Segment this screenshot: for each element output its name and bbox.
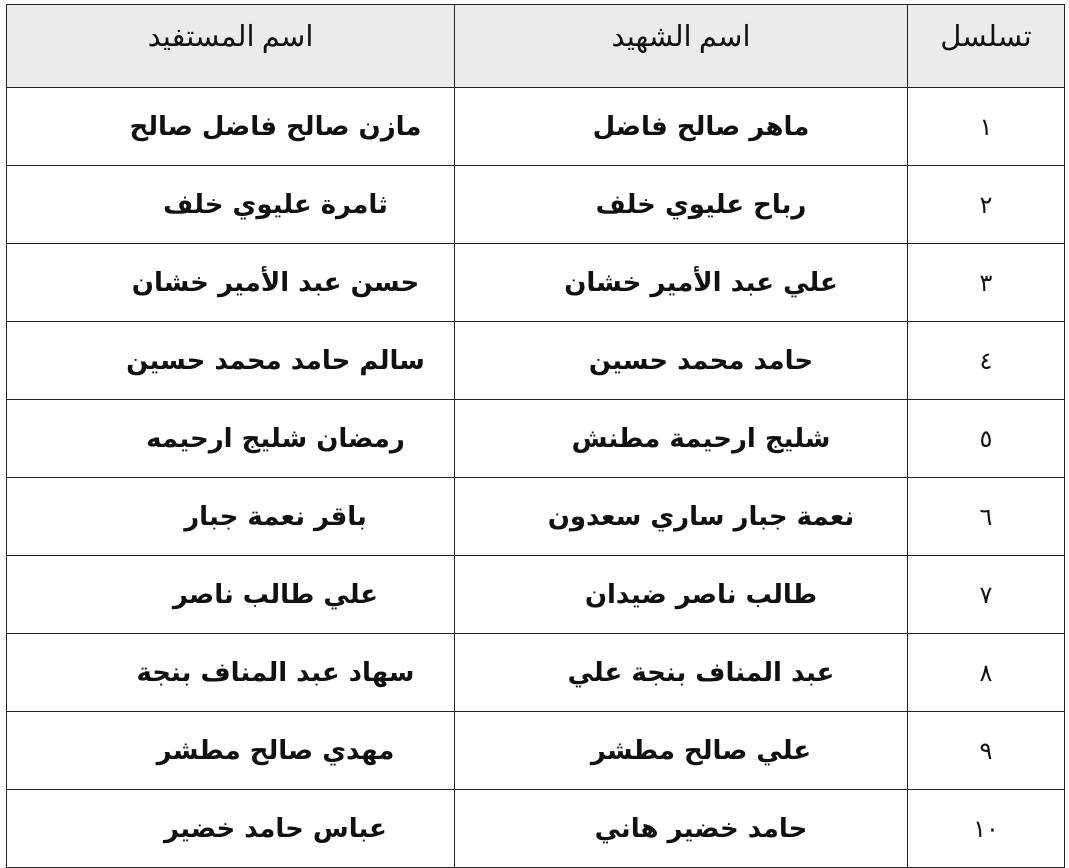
sequence-cell: ٦: [908, 478, 1065, 556]
martyr-name-cell: علي صالح مطشر: [455, 712, 908, 790]
table-container: [6, 4, 1064, 868]
table-row: [7, 322, 1065, 400]
martyr-name-cell: ماهر صالح فاضل: [455, 88, 908, 166]
beneficiary-name-cell: مازن صالح فاضل صالح: [7, 88, 455, 166]
sequence-cell: ٢: [908, 166, 1065, 244]
sequence-cell: ١٠: [908, 790, 1065, 868]
beneficiary-name-cell: سهاد عبد المناف بنجة: [7, 634, 455, 712]
martyr-name-cell: شليج ارحيمة مطنش: [455, 400, 908, 478]
table-row: [7, 790, 1065, 868]
table-row: [7, 556, 1065, 634]
table-row: [7, 244, 1065, 322]
martyr-name-cell: طالب ناصر ضيدان: [455, 556, 908, 634]
table-row: [7, 166, 1065, 244]
table-row: [7, 478, 1065, 556]
martyr-name-cell: حامد خضير هاني: [455, 790, 908, 868]
sequence-cell: ٧: [908, 556, 1065, 634]
sequence-cell: ٣: [908, 244, 1065, 322]
beneficiary-name-cell: رمضان شليج ارحيمه: [7, 400, 455, 478]
names-table: [6, 4, 1065, 868]
martyr-name-cell: عبد المناف بنجة علي: [455, 634, 908, 712]
sequence-cell: ٩: [908, 712, 1065, 790]
beneficiary-name-cell: ثامرة عليوي خلف: [7, 166, 455, 244]
sequence-cell: ٤: [908, 322, 1065, 400]
header-beneficiary-name: اسم المستفيد: [7, 5, 455, 88]
beneficiary-name-cell: عباس حامد خضير: [7, 790, 455, 868]
sequence-cell: ٨: [908, 634, 1065, 712]
martyr-name-cell: نعمة جبار ساري سعدون: [455, 478, 908, 556]
table-row: [7, 400, 1065, 478]
header-sequence: تسلسل: [908, 5, 1065, 88]
sequence-cell: ١: [908, 88, 1065, 166]
martyr-name-cell: رباح عليوي خلف: [455, 166, 908, 244]
martyr-name-cell: علي عبد الأمير خشان: [455, 244, 908, 322]
beneficiary-name-cell: سالم حامد محمد حسين: [7, 322, 455, 400]
table-row: [7, 634, 1065, 712]
martyr-name-cell: حامد محمد حسين: [455, 322, 908, 400]
beneficiary-name-cell: مهدي صالح مطشر: [7, 712, 455, 790]
header-martyr-name: اسم الشهيد: [455, 5, 908, 88]
beneficiary-name-cell: علي طالب ناصر: [7, 556, 455, 634]
beneficiary-name-cell: باقر نعمة جبار: [7, 478, 455, 556]
table-row: [7, 88, 1065, 166]
sequence-cell: ٥: [908, 400, 1065, 478]
header-row: [7, 5, 1065, 88]
beneficiary-name-cell: حسن عبد الأمير خشان: [7, 244, 455, 322]
table-row: [7, 712, 1065, 790]
